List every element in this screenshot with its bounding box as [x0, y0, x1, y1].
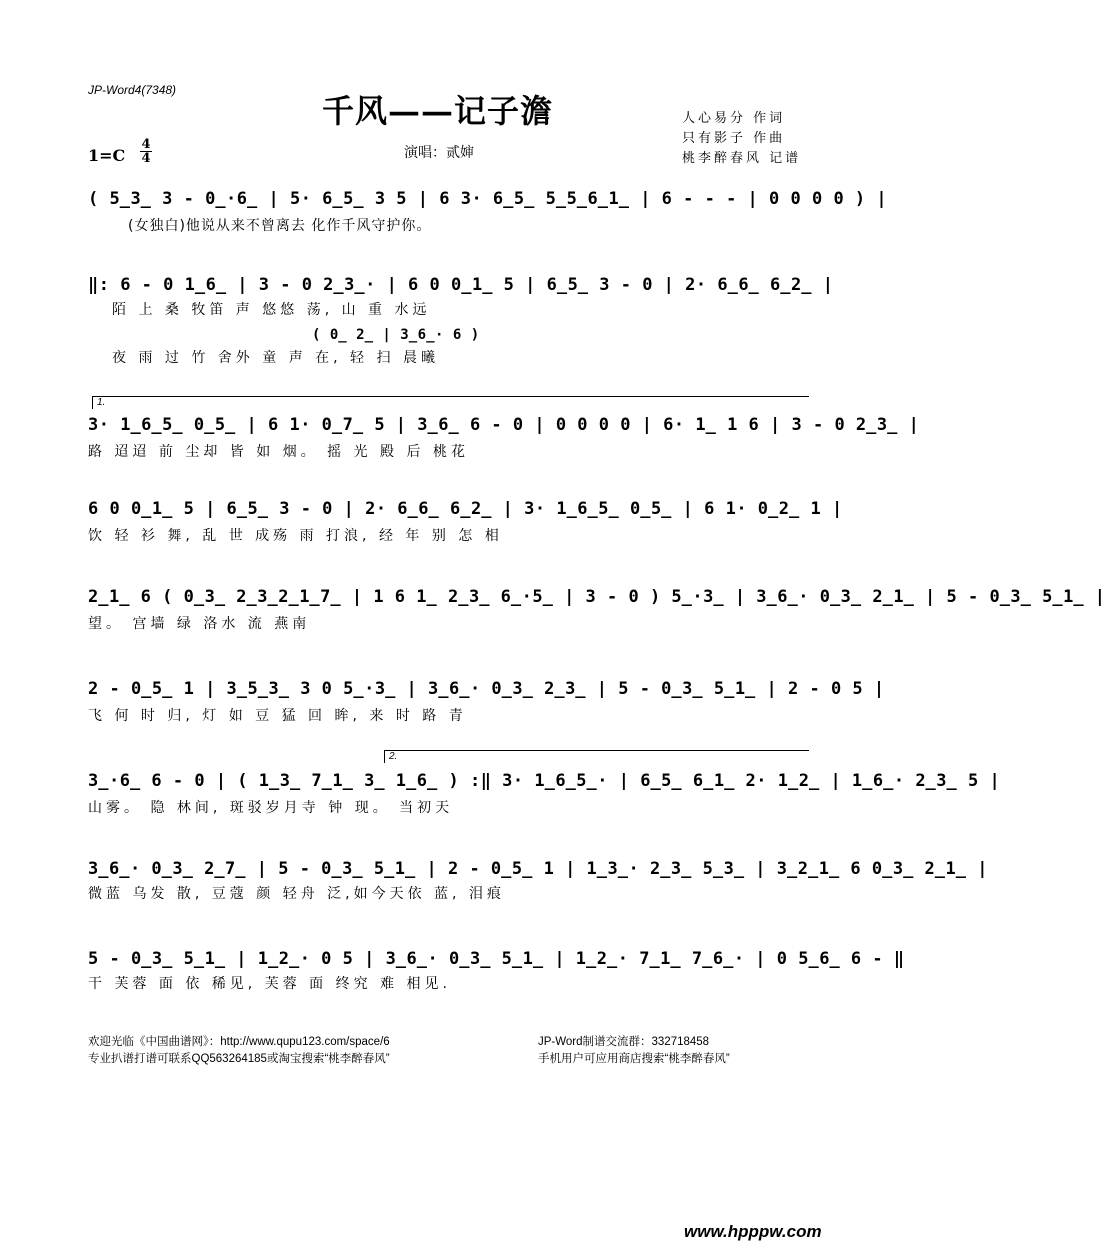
volta-bracket: 2.	[384, 750, 809, 763]
key-signature: 1=C	[88, 146, 126, 165]
transcriber-credit: 桃李醉春风 记谱	[682, 151, 802, 166]
lyric-line: 夜 雨 过 竹 舍外 童 声 在, 轻 扫 晨曦	[112, 350, 439, 366]
singer: 演唱：贰婶	[404, 145, 474, 161]
footer-contact: 专业扒谱打谱可联系QQ563264185或淘宝搜索“桃李醉春风”	[88, 1053, 390, 1065]
time-signature-top: 4	[141, 137, 151, 152]
notation-line: ( 5̲3̲ 3 - 0̲·6̲ | 5· 6̲5̲ 3 5 | 6 3· 6̲5̲ 5̲5̲6̲1̲ | 6 - - - | 0 0 0 0 ) |	[88, 189, 888, 209]
notation-line: 2̲1̲ 6 ( 0̲3̲ 2̲3̲2̲1̲7̲ | 1 6 1̲ 2̲3̲ 6̲·5̲ | 3 - 0 ) 5̲·3̲ | 3̲6̲· 0̲3̲ 2̲1̲ | 5 - 0̲3̲ 5̲1̲ |	[88, 587, 1106, 607]
volta-bracket: 1.	[92, 396, 809, 409]
watermark: www.hpppw.com	[684, 1222, 822, 1241]
notation-line: 3̲6̲· 0̲3̲ 2̲7̲ | 5 - 0̲3̲ 5̲1̲ | 2 - 0̲5̲ 1 | 1̲3̲· 2̲3̲ 5̲3̲ | 3̲2̲1̲ 6 0̲3̲ 2̲1̲ |	[88, 859, 988, 879]
lyric-line: 饮 轻 衫 舞, 乱 世 成殇 雨 打浪, 经 年 别 怎 相	[88, 528, 503, 544]
credits	[682, 109, 801, 169]
time-signature	[140, 138, 152, 165]
lyric-line: 山雾。 隐 林间, 斑驳岁月寺 钟 现。 当初天	[88, 800, 454, 816]
song-title: 千风——记子澹	[322, 92, 554, 130]
notation-line: ‖: 6 - 0 1̲6̲ | 3 - 0 2̲3̲· | 6 0 0̲1̲ 5 | 6̲5̲ 3 - 0 | 2· 6̲6̲ 6̲2̲ |	[88, 275, 834, 295]
notation-line: 3· 1̲6̲5̲ 0̲5̲ | 6 1· 0̲7̲ 5 | 3̲6̲ 6 - 0 | 0 0 0 0 | 6· 1̲ 1 6 | 3 - 0 2̲3̲ |	[88, 415, 920, 435]
notation-line: 6 0 0̲1̲ 5 | 6̲5̲ 3 - 0 | 2· 6̲6̲ 6̲2̲ | 3· 1̲6̲5̲ 0̲5̲ | 6 1· 0̲2̲ 1 |	[88, 499, 843, 519]
composer-credit: 只有影子 作曲	[682, 131, 786, 146]
lyric-line: 微蓝 乌发 散, 豆蔻 颜 轻舟 泛,如今天依 蓝, 泪痕	[88, 886, 505, 902]
notation-line: 5 - 0̲3̲ 5̲1̲ | 1̲2̲· 0 5 | 3̲6̲· 0̲3̲ 5̲1̲ | 1̲2̲· 7̲1̲ 7̲6̲· | 0 5̲6̲ 6 - ‖	[88, 949, 905, 969]
footer-website: 欢迎光临《中国曲谱网》：http://www.qupu123.com/space/6	[88, 1036, 390, 1048]
notation-line: 2 - 0̲5̲ 1 | 3̲5̲3̲ 3 0 5̲·3̲ | 3̲6̲· 0̲3̲ 2̲3̲ | 5 - 0̲3̲ 5̲1̲ | 2 - 0 5 |	[88, 679, 885, 699]
lyric-line: 路 迢迢 前 尘却 皆 如 烟。 摇 光 殿 后 桃花	[88, 444, 469, 460]
alt-notation-line: ( 0̲ 2̲ | 3̲6̲· 6 )	[312, 327, 480, 343]
time-signature-bottom: 4	[141, 151, 151, 166]
lyric-line: 飞 何 时 归, 灯 如 豆 猛 回 眸, 来 时 路 青	[88, 708, 467, 724]
lyric-line: 干 芙蓉 面 依 稀见, 芙蓉 面 终究 难 相见.	[88, 976, 451, 992]
software-tag: JP-Word4(7348)	[88, 83, 177, 97]
lyric-line: 望。 宫墙 绿 洛水 流 燕南	[88, 616, 311, 632]
footer-group: JP-Word制谱交流群：332718458	[538, 1036, 710, 1048]
lyricist-credit: 人心易分 作词	[682, 111, 786, 126]
lyric-line: (女独白)他说从来不曾离去 化作千风守护你。	[128, 218, 432, 234]
notation-line: 3̲·6̲ 6 - 0 | ( 1̲3̲ 7̲1̲ 3̲ 1̲6̲ ) :‖ 3· 1̲6̲5̲· | 6̲5̲ 6̲1̲ 2· 1̲2̲ | 1̲6̲· 2̲3̲ 5 |	[88, 771, 1001, 791]
lyric-line: 陌 上 桑 牧笛 声 悠悠 荡, 山 重 水远	[112, 302, 431, 318]
footer-app: 手机用户可应用商店搜索“桃李醉春风”	[538, 1053, 730, 1065]
